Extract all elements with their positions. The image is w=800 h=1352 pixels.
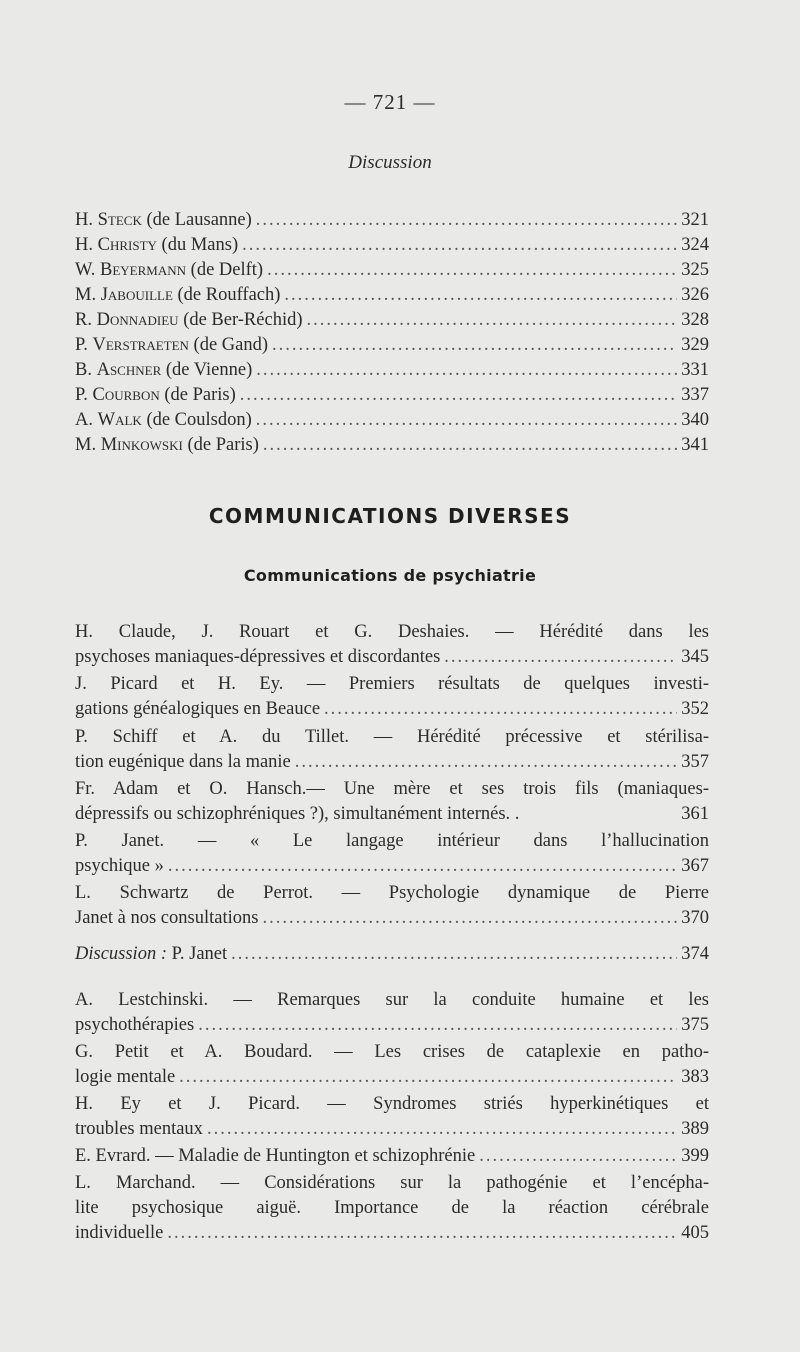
toc-entry: tion eugénique dans la manie ..... 357 — [75, 750, 709, 774]
toc-entry: psychothérapies ..... 375 — [75, 1013, 709, 1037]
section-title: COMMUNICATIONS DIVERSES — [208, 504, 572, 528]
toc-entry-line: P. Schiff et A. du Tillet. — Hérédité précessive et stérilisa- — [75, 727, 709, 747]
toc-entry: Janet à nos consultations ..... 370 — [75, 906, 709, 930]
toc-entry: psychique » ..... 367 — [75, 854, 709, 878]
toc-entry-line: L. Schwartz de Perrot. — Psychologie dynamique de Pierre — [75, 883, 709, 903]
toc-entry: H. Steck (de Lausanne) ..... 321 — [75, 208, 709, 232]
toc-entry-line: A. Lestchinski. — Remarques sur la conduite humaine et les — [75, 990, 709, 1010]
toc-entry: W. Beyermann (de Delft) ..... 325 — [75, 258, 709, 282]
toc-entry-discussion: Discussion : P. Janet ..... 374 — [75, 942, 709, 966]
toc-entry-line: Fr. Adam et O. Hansch.— Une mère et ses trois fils (maniaques- — [75, 779, 709, 799]
toc-entry: P. Courbon (de Paris) ..... 337 — [75, 383, 709, 407]
toc-entry-line: P. Janet. — « Le langage intérieur dans l’hallucination — [75, 831, 709, 851]
toc-entry: E. Evrard. — Maladie de Huntington et schizophrénie ..... 399 — [75, 1144, 709, 1168]
toc-entry: individuelle ..... 405 — [75, 1221, 709, 1245]
toc-entry-line: H. Ey et J. Picard. — Syndromes striés hyperkinétiques et — [75, 1094, 709, 1114]
toc-entry: psychoses maniaques-dépressives et discordantes ..... 345 — [75, 645, 709, 669]
toc-entry: M. Jabouille (de Rouffach) ..... 326 — [75, 283, 709, 307]
toc-entry-line: L. Marchand. — Considérations sur la pathogénie et l’encépha- — [75, 1173, 709, 1193]
toc-entry: logie mentale ..... 383 — [75, 1065, 709, 1089]
toc-entry: R. Donnadieu (de Ber-Réchid) ..... 328 — [75, 308, 709, 332]
subsection-title: Communications de psychiatrie — [243, 566, 537, 585]
page-number: — 721 — — [344, 90, 436, 114]
toc-entry: M. Minkowski (de Paris) ..... 341 — [75, 433, 709, 457]
toc-entry: B. Aschner (de Vienne) ..... 331 — [75, 358, 709, 382]
discussion-heading: Discussion — [348, 152, 432, 173]
toc-entry: P. Verstraeten (de Gand) ..... 329 — [75, 333, 709, 357]
toc-entry: H. Christy (du Mans) ..... 324 — [75, 233, 709, 257]
toc-entry-line: G. Petit et A. Boudard. — Les crises de cataplexie en patho- — [75, 1042, 709, 1062]
toc-entry: troubles mentaux ..... 389 — [75, 1117, 709, 1141]
toc-entry-line: lite psychosique aiguë. Importance de la réaction cérébrale — [75, 1198, 709, 1218]
toc-entry-line: J. Picard et H. Ey. — Premiers résultats de quelques investi- — [75, 674, 709, 694]
toc-entry-line: H. Claude, J. Rouart et G. Deshaies. — Hérédité dans les — [75, 622, 709, 642]
toc-entry: A. Walk (de Coulsdon) ..... 340 — [75, 408, 709, 432]
toc-entry: gations généalogiques en Beauce ..... 352 — [75, 697, 709, 721]
toc-entry: dépressifs ou schizophréniques ?), simultanément internés. . 361 — [75, 804, 709, 824]
